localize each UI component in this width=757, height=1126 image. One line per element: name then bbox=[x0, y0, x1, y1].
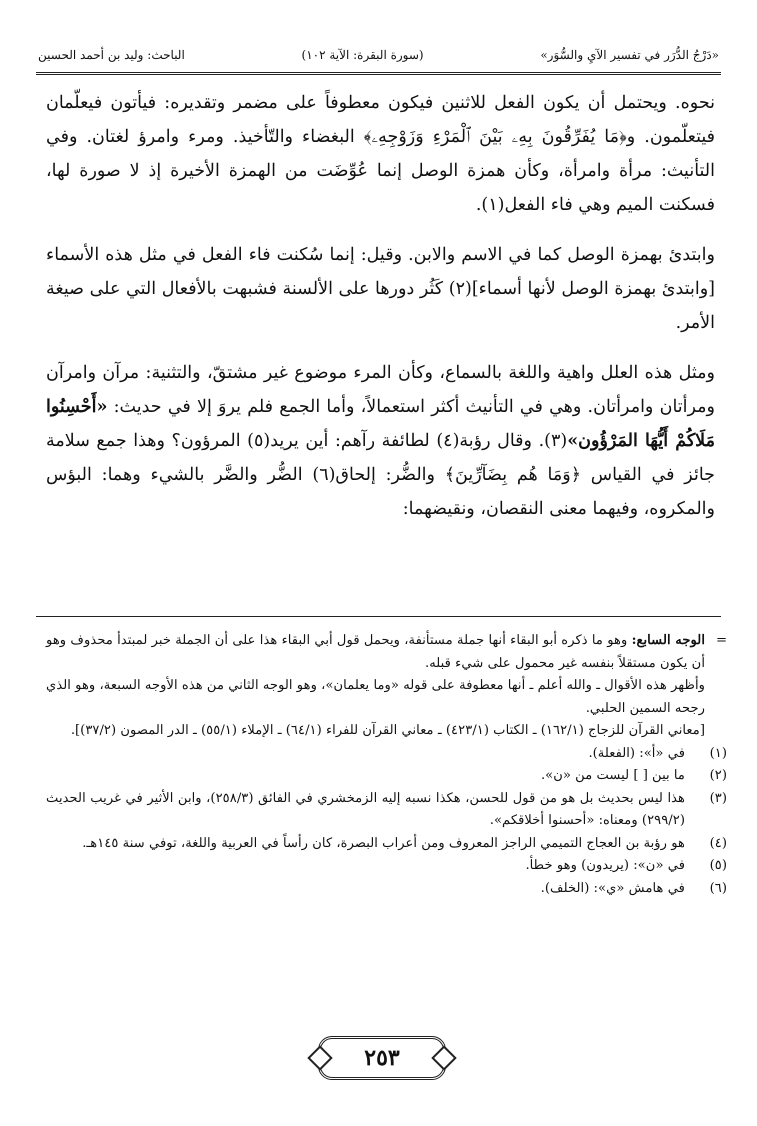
footnote-continuation: = الوجه السابع: وهو ما ذكره أبو البقاء أنها جملة مستأنفة، ويحمل قول أبي البقاء هذا على أن الجملة خبر لمبتدأ محذوف وهو أن يكون مستقلاً بنفسه غير محمول على شيء قبله. وأظهر هذه الأقوال ـ والله أعلم ـ أنها معطوفة على قوله «وما يعلمان»، وهو الوجه الثاني من هذه الأوجه السبعة، وهو الذي رجحه السمين الحلبي. [معاني القرآن للزجاج (١٦٢/١) ـ الكتاب (٤٢٣/١) ـ معاني القرآن للفراء (٦٤/١) ـ الإملاء (٥٥/١) ـ الدر المصون (٣٧/٢)]. bbox=[46, 630, 727, 743]
continuation-mark: = bbox=[715, 633, 727, 648]
seventh-aspect-label: الوجه السابع: bbox=[631, 633, 705, 648]
paragraph-3: ومثل هذه العلل واهية واللغة بالسماع، وكأن المرء موضوع غير مشتقّ، والتثنية: مرآن وامرآن ومرأتان وامرأتان. وهي في التأنيث أكثر استعمالاً، وأما الجمع فلم يروَ إلا في حديث: «أَحْسِنُوا مَلَاكُمْ أَيُّهَا المَرْؤُون»(٣). وقال رؤبة(٤) لطائفة رآهم: أين يريد(٥) المرؤون؟ وهذا جمع سلامة جائز في القياس ﴿وَمَا هُم بِضَآرِّينَ﴾ والضُّر: إلحاق(٦) الضُّر والضَّر بالشيء وهما: البؤس والمكروه، وفيهما معنى النقصان، ونقيضهما: bbox=[46, 363, 715, 519]
paragraph-2: وابتدئ بهمزة الوصل كما في الاسم والابن. وقيل: إنما سُكنت فاء الفعل في مثل هذه الأسماء [وابتدئ بهمزة الوصل لأنها أسماء](٢) كَثُر دورها على الألسنة فشبهت بالأفعال التي على صيغة الأمر. bbox=[46, 245, 715, 333]
paragraph-1: نحوه. ويحتمل أن يكون الفعل للاثنين فيكون معطوفاً على مضمر وتقديره: فيأتون فيعلّمان فيتعلّمون. و﴿مَا يُفَرِّقُونَ بِهِۦ بَيْنَ ٱلْمَرْءِ وَزَوْجِهِۦ﴾ البغضاء والتّأخيذ. ومرء وامرؤ لغتان. وفي التأنيث: مرأة وامرأة، وكأن همزة الوصل إنما عُوِّضَت من الهمزة الأخيرة إذ لا صورة لها، فسكنت الميم وهي فاء الفعل(١). bbox=[46, 93, 715, 215]
footnote-6: (٦) في هامش «ي»: (الخلف). bbox=[540, 880, 727, 896]
footnote-4: (٤) هو رؤبة بن العجاج التميمي الراجز المعروف ومن أعراب البصرة، كان رأساً في العربية واللغة، توفي سنة ١٤٥هـ. bbox=[82, 835, 727, 851]
main-text bbox=[46, 86, 715, 542]
running-header bbox=[38, 40, 719, 70]
footnotes bbox=[46, 630, 727, 900]
footnote-separator bbox=[36, 616, 721, 617]
page-number: ٢٥٣ bbox=[318, 1036, 446, 1080]
footnote-1: (١) في «أ»: (الفعلة). bbox=[588, 745, 727, 761]
surah-location: (سورة البقرة: الآية ١٠٢) bbox=[301, 48, 424, 62]
book-title: «دَرْجُ الدُّرَر في تفسير الآيِ والسُّوَر» bbox=[540, 48, 719, 62]
header-rule bbox=[36, 72, 721, 75]
footnote-5: (٥) في «ن»: (يريدون) وهو خطأ. bbox=[525, 858, 727, 873]
hadith-quote: «أَحْسِنُوا مَلَاكُمْ أَيُّهَا المَرْؤُون» bbox=[46, 397, 715, 451]
footnote-3: (٣) هذا ليس بحديث بل هو من قول للحسن، هكذا نسبه إليه الزمخشري في الفائق (٢٥٨/٣)، وابن الأثير في غريب الحديث (٢٩٩/٢) ومعناه: «أحسنوا أخلاقكم». bbox=[46, 790, 727, 828]
footnote-2: (٢) ما بين [ ] ليست من «ن». bbox=[540, 768, 727, 783]
researcher-name: الباحث: وليد بن أحمد الحسين bbox=[38, 48, 185, 62]
